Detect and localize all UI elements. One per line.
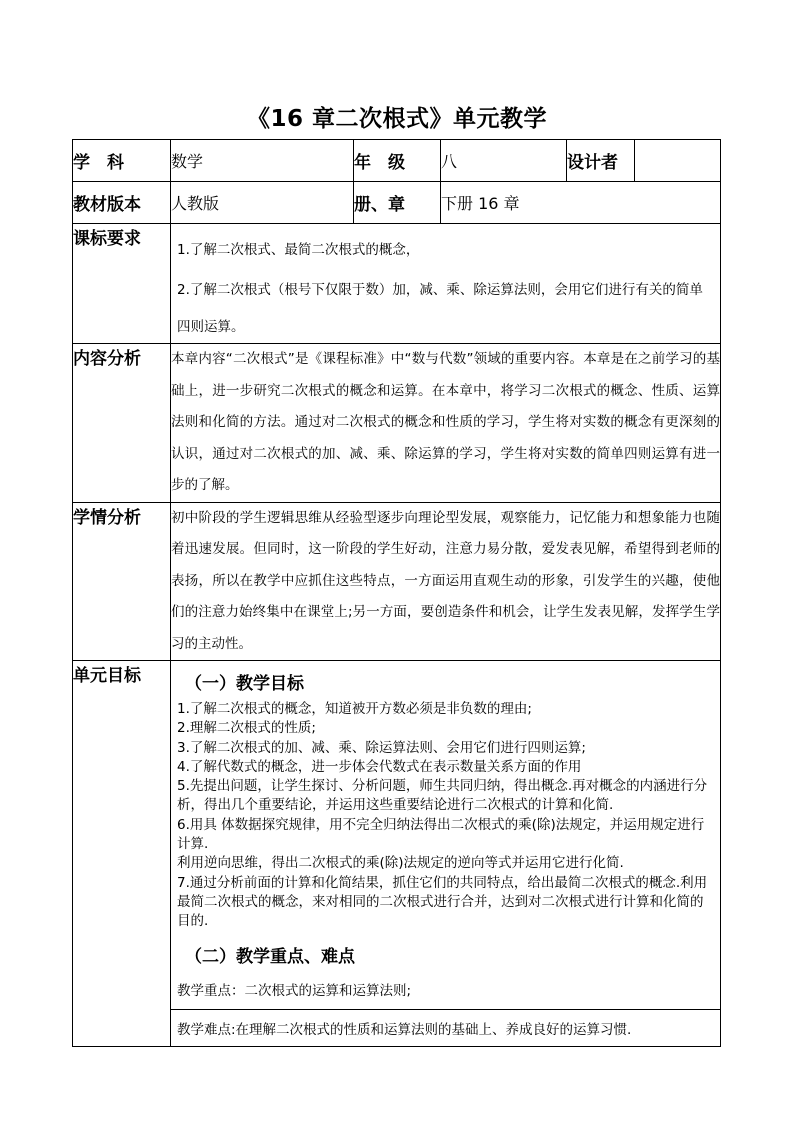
curriculum-content [171,224,721,344]
teaching-goals-heading: （一）教学目标 [185,674,304,694]
edition-value: 人教版 [171,182,354,224]
goals-label: 单元目标 [73,661,171,1047]
curriculum-label: 课标要求 [73,224,171,344]
edition-label: 教材版本 [73,182,171,224]
curriculum-row [73,224,721,344]
goal-item: 3.了解二次根式的加、减、乘、除运算法则、会用它们进行四则运算; [177,739,586,756]
header-row-1 [73,140,721,182]
difficulty-text: 教学难点:在理解二次根式的性质和运算法则的基础上、养成良好的运算习惯. [177,1021,632,1038]
content-text: 本章内容“二次根式”是《课程标准》中“数与代数”领域的重要内容。本章是在之前学习的基础上，进一步研究二次根式的概念和运算。在本章中，将学习二次根式的概念、性质、运算法则和化简的方法。通过对二次根式的概念和性质的学习，学生将对实数的概念有更深刻的认识，通过对二次根式的加、减、乘、除运算的学习，学生将对实数的简单四则运算有进一步的了解。 [171,344,721,503]
goal-item: 2.理解二次根式的性质; [177,720,316,737]
curriculum-line-2: 2.了解二次根式（根号下仅限于数）加，减、乘、除运算法则，会用它们进行有关的简单 [177,282,703,298]
page-title: 《16 章二次根式》单元教学 [246,106,547,132]
goal-item: 7.通过分析前面的计算和化简结果，抓住它们的共同特点，给出最简二次根式的概念.利用最简二次根式的概念，来对相同的二次根式进行合并，达到对二次根式进行计算和化简的目的. [177,874,708,930]
curriculum-line-3: 四则运算。 [177,319,245,335]
content-label: 内容分析 [73,344,171,503]
students-text: 初中阶段的学生逻辑思维从经验型逐步向理论型发展，观察能力，记忆能力和想象能力也随着迅速发展。但同时，这一阶段的学生好动，注意力易分散，爱发表见解，希望得到老师的表扬，所以在教学中应抓住这些特点，一方面运用直观生动的形象，引发学生的兴趣，使他们的注意力始终集中在课堂上;另一方面，要创造条件和机会，让学生发表见解，发挥学生学习的主动性。 [171,502,721,661]
designer-value [635,140,721,182]
content-row [73,344,721,503]
goals-list [171,700,720,932]
goal-item: 5.先提出问题，让学生探讨、分析问题，师生共同归纳，得出概念.再对概念的内涵进行分析，得出几个重要结论，并运用这些重要结论进行二次根式的计算和化简. [177,778,708,814]
subject-value: 数学 [171,140,354,182]
goals-row [73,661,721,1047]
students-label: 学情分析 [73,502,171,661]
goal-item: 6.用具 体数据探究规律，用不完全归纳法得出二次根式的乘(除)法规定，并运用规定进行计算. [177,816,705,853]
grade-label: 年 级 [354,140,441,182]
subject-label: 学 科 [73,140,171,182]
goal-item: 1.了解二次根式的概念，知道被开方数必须是非负数的理由; [177,701,532,717]
volume-value: 下册 16 章 [441,182,721,224]
goal-item: 利用逆向思维，得出二次根式的乘(除)法规定的逆向等式并运用它进行化简. [177,855,624,872]
volume-label: 册、章 [354,182,441,224]
designer-label: 设计者 [567,140,635,182]
goals-content [171,661,721,1047]
goal-item: 4.了解代数式的概念，进一步体会代数式在表示数量关系方面的作用 [177,758,582,775]
curriculum-line-1: 1.了解二次根式、最简二次根式的概念， [177,242,420,258]
lesson-plan-table [72,139,721,1047]
key-point-text: 教学重点：二次根式的运算和运算法则; [177,982,412,999]
grade-value: 八 [441,140,567,182]
header-row-2 [73,182,721,224]
students-row [73,502,721,661]
key-difficulty-heading: （二）教学重点、难点 [185,946,355,967]
